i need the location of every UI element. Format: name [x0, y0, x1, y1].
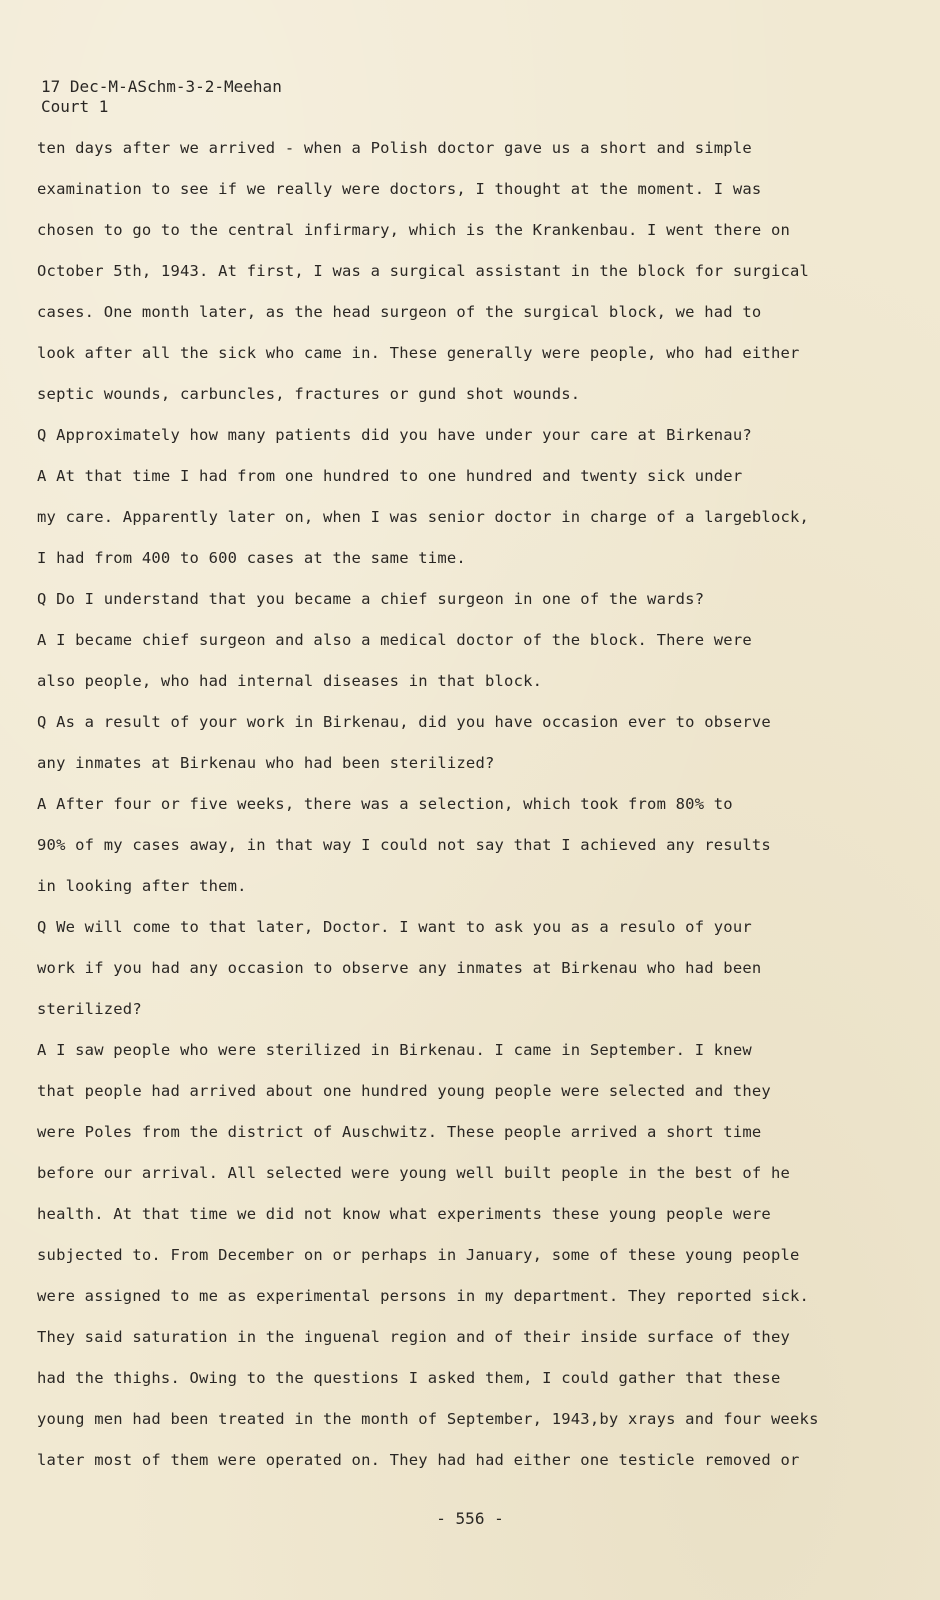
- text-line: examination to see if we really were doctors, I thought at the moment. I was: [37, 180, 762, 198]
- text-line: A I saw people who were sterilized in Birkenau. I came in September. I knew: [37, 1041, 752, 1059]
- text-line: Q Approximately how many patients did you have under your care at Birkenau?: [37, 426, 752, 444]
- text-line: chosen to go to the central infirmary, which is the Krankenbau. I went there on: [37, 221, 791, 239]
- text-line: Q As a result of your work in Birkenau, did you have occasion ever to observe: [37, 713, 771, 731]
- text-line: any inmates at Birkenau who had been sterilized?: [37, 754, 495, 772]
- text-line: later most of them were operated on. They had had either one testicle removed or: [37, 1451, 800, 1469]
- text-line: sterilized?: [37, 1000, 142, 1018]
- text-line: were assigned to me as experimental persons in my department. They reported sick.: [37, 1287, 810, 1305]
- text-line: subjected to. From December on or perhaps in January, some of these young people: [37, 1246, 800, 1264]
- text-line: cases. One month later, as the head surgeon of the surgical block, we had to: [37, 303, 762, 321]
- text-line: before our arrival. All selected were young well built people in the best of he: [37, 1164, 791, 1182]
- text-line: Q Do I understand that you became a chief surgeon in one of the wards?: [37, 590, 705, 608]
- text-line: They said saturation in the inguenal region and of their inside surface of they: [37, 1328, 791, 1346]
- text-line: septic wounds, carbuncles, fractures or gund shot wounds.: [37, 385, 581, 403]
- text-line: October 5th, 1943. At first, I was a surgical assistant in the block for surgical: [37, 262, 810, 280]
- text-line: ten days after we arrived - when a Polish doctor gave us a short and simple: [37, 139, 752, 157]
- text-line: 90% of my cases away, in that way I could not say that I achieved any results: [37, 836, 771, 854]
- text-line: A After four or five weeks, there was a selection, which took from 80% to: [37, 795, 733, 813]
- court-label: Court 1: [41, 97, 109, 116]
- text-line: that people had arrived about one hundred young people were selected and they: [37, 1082, 771, 1100]
- text-line: Q We will come to that later, Doctor. I want to ask you as a resulo of your: [37, 918, 752, 936]
- text-line: young men had been treated in the month of September, 1943,by xrays and four weeks: [37, 1410, 819, 1428]
- text-line: A I became chief surgeon and also a medical doctor of the block. There were: [37, 631, 752, 649]
- text-line: health. At that time we did not know what experiments these young people were: [37, 1205, 771, 1223]
- text-line: in looking after them.: [37, 877, 247, 895]
- text-line: I had from 400 to 600 cases at the same time.: [37, 549, 466, 567]
- document-reference: 17 Dec-M-ASchm-3-2-Meehan: [41, 77, 282, 96]
- text-line: had the thighs. Owing to the questions I asked them, I could gather that these: [37, 1369, 781, 1387]
- text-line: also people, who had internal diseases in that block.: [37, 672, 543, 690]
- text-line: work if you had any occasion to observe any inmates at Birkenau who had been: [37, 959, 762, 977]
- text-line: look after all the sick who came in. These generally were people, who had either: [37, 344, 800, 362]
- page-number: - 556 -: [436, 1509, 504, 1528]
- document-header: [41, 77, 282, 117]
- text-line: were Poles from the district of Auschwitz. These people arrived a short time: [37, 1123, 762, 1141]
- text-line: A At that time I had from one hundred to one hundred and twenty sick under: [37, 467, 743, 485]
- text-line: my care. Apparently later on, when I was senior doctor in charge of a largeblock,: [37, 508, 810, 526]
